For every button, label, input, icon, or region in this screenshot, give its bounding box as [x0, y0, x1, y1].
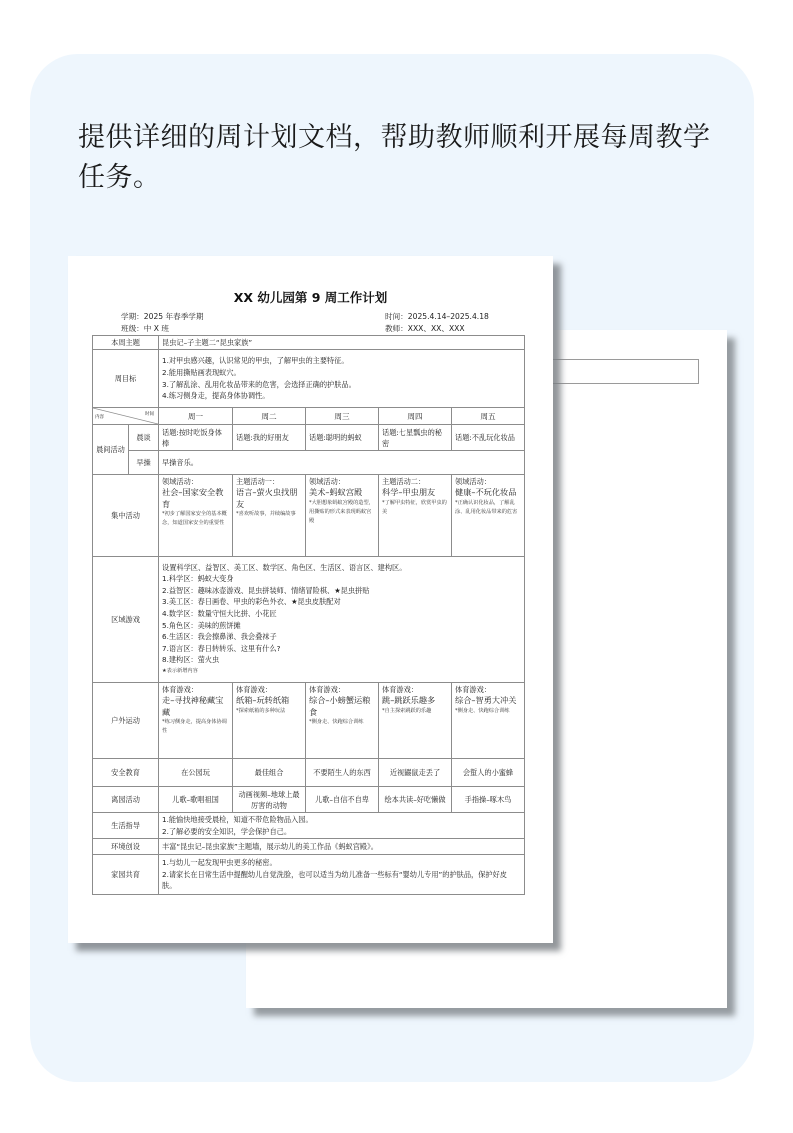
morning-label: 晨间活动	[93, 425, 129, 475]
goals-list	[159, 350, 525, 408]
life-label: 生活指导	[93, 813, 159, 839]
semester: 学期：2025 年春季学期	[121, 312, 204, 321]
focus-label: 集中活动	[93, 475, 159, 557]
area-line: 8.建构区：萤火虫	[162, 655, 220, 665]
life-line: 1.能愉快地接受晨检，知道不带危险物品入园。	[162, 815, 313, 824]
area-line: 3.美工区：春日画卷、甲虫的彩色外衣、★昆虫皮肤配对	[162, 597, 341, 607]
weekly-plan-table	[92, 335, 525, 895]
outdoor-name: 综合–小螃蟹运粮食	[309, 695, 371, 717]
area-line: 设置科学区、益智区、美工区、数学区、角色区、生活区、语言区、建构区。	[162, 562, 407, 572]
teachers: 教师：XXX、XX、XXX	[385, 324, 465, 333]
outdoor-name: 纸箱–玩转纸箱	[236, 695, 290, 705]
area-line: 5.角色区：美味的煎饼摊	[162, 620, 241, 630]
life-list	[159, 813, 525, 839]
leaving-cell: 手指操–啄木鸟	[452, 787, 525, 813]
area-line: 2.益智区：趣味冰壶游戏、昆虫拼装师、情绪冒险棋、★昆虫拼贴	[162, 585, 370, 595]
outdoor-name: 综合–智勇大冲关	[455, 695, 517, 705]
outdoor-type: 体育游戏：	[382, 685, 418, 694]
theme-row	[93, 336, 525, 350]
safety-cell: 会蜇人的小蜜蜂	[452, 759, 525, 787]
focus-type: 主题活动二：	[382, 477, 426, 486]
leaving-row	[93, 787, 525, 813]
date-range: 时间：2025.4.14–2025.4.18	[385, 312, 489, 321]
goal-item: 2.能用撕贴画表现蚁穴。	[162, 367, 241, 377]
safety-cell: 最佳组合	[233, 759, 306, 787]
area-line: 6.生活区：我会擦鼻涕、我会叠袜子	[162, 632, 277, 642]
focus-note: *正确认识化妆品，了解乱涂、乱用化妆品带来的危害	[455, 499, 518, 515]
life-row	[93, 813, 525, 839]
environment-label: 环境创设	[93, 839, 159, 855]
outdoor-note: *侧身走、快跑综合训练	[455, 707, 510, 714]
leaving-label: 离园活动	[93, 787, 159, 813]
outdoor-cell	[159, 683, 233, 759]
goals-label: 周目标	[93, 350, 159, 408]
focus-cell	[159, 475, 233, 557]
talk-label: 晨谈	[129, 425, 159, 451]
talk-cell: 话题:按时吃饭身体棒	[159, 425, 233, 451]
home-row	[93, 855, 525, 895]
leaving-cell: 绘本共读–好吃懒做	[379, 787, 452, 813]
outdoor-name: 走–寻找神秘藏宝藏	[162, 695, 224, 717]
focus-type: 主题活动一：	[236, 477, 280, 486]
areas-row	[93, 557, 525, 683]
morning-talk-row	[93, 425, 525, 451]
outdoor-cell	[233, 683, 306, 759]
safety-label: 安全教育	[93, 759, 159, 787]
areas-label: 区域游戏	[93, 557, 159, 683]
exercise-value: 早操音乐。	[159, 451, 525, 475]
outdoor-note: *自主探索跳跃的乐趣	[382, 707, 432, 714]
talk-cell: 话题:七星瓢虫的秘密	[379, 425, 452, 451]
day-header: 周五	[452, 408, 525, 425]
focus-cell	[306, 475, 379, 557]
area-line: 1.科学区：蚂蚁大变身	[162, 574, 234, 584]
day-header: 周三	[306, 408, 379, 425]
outdoor-cell	[306, 683, 379, 759]
focus-note: *了解甲虫特征，欣赏甲虫的美	[382, 499, 447, 515]
outdoor-type: 体育游戏：	[162, 685, 198, 694]
home-label: 家园共育	[93, 855, 159, 895]
outdoor-type: 体育游戏：	[455, 685, 491, 694]
class-name: 班级：中 X 班	[121, 324, 169, 333]
talk-cell: 话题:不乱玩化妆品	[452, 425, 525, 451]
outdoor-row	[93, 683, 525, 759]
goal-item: 4.练习侧身走，提高身体协调性。	[162, 391, 270, 401]
areas-list	[159, 557, 525, 683]
leaving-cell: 儿歌–歌唱祖国	[159, 787, 233, 813]
headline: 提供详细的周计划文档，帮助教师顺利开展每周教学任务。	[78, 122, 711, 193]
area-line: 4.数学区：数量守恒大比拼、小花匠	[162, 608, 277, 618]
focus-name: 健康–不玩化妆品	[455, 487, 517, 497]
goal-item: 1.对甲虫感兴趣，认识常见的甲虫，了解甲虫的主要特征。	[162, 356, 349, 366]
focus-type: 领域活动：	[309, 477, 345, 486]
focus-type: 领域活动：	[455, 477, 491, 486]
area-note: ★表示新增内容	[162, 667, 198, 674]
outdoor-note: *侧身走、快跑综合训练	[309, 719, 364, 725]
safety-row	[93, 759, 525, 787]
outdoor-note: *练习侧身走，提高身体协调性	[162, 719, 227, 734]
document-page-front	[68, 256, 553, 943]
focus-cell	[233, 475, 306, 557]
focus-cell	[379, 475, 452, 557]
corner-label-content: 内容	[95, 415, 104, 420]
life-line: 2.了解必要的安全知识，学会保护自己。	[162, 826, 292, 836]
corner-label-time: 时间	[145, 412, 155, 417]
focus-name: 科学–甲虫朋友	[382, 487, 436, 497]
goal-item: 3.了解乱涂、乱用化妆品带来的危害，会选择正确的护肤品。	[162, 379, 356, 389]
day-header: 周一	[159, 408, 233, 425]
outdoor-name: 跳–跳跃乐趣多	[382, 695, 436, 705]
home-line: 1.与幼儿一起发现甲虫更多的秘密。	[162, 858, 277, 868]
exercise-label: 早操	[129, 451, 159, 475]
home-line: 2.请家长在日常生活中提醒幼儿自觉洗脸，也可以适当为幼儿准备一些标有“婴幼儿专用”的护肤品，保护好皮肤。	[162, 869, 507, 891]
goals-row	[93, 350, 525, 408]
focus-type: 领域活动：	[162, 477, 198, 486]
environment-value: 丰富“昆虫记–昆虫家族”主题墙，展示幼儿的美工作品《蚂蚁宫殿》。	[159, 839, 525, 855]
focus-name: 语言–萤火虫找朋友	[236, 487, 298, 509]
outdoor-type: 体育游戏：	[236, 685, 272, 694]
document-title: XX 幼儿园第 9 周工作计划	[233, 290, 388, 305]
header-row	[93, 408, 525, 425]
focus-row	[93, 475, 525, 557]
safety-cell: 在公园玩	[159, 759, 233, 787]
safety-cell: 近视鼹鼠走丢了	[379, 759, 452, 787]
focus-note: *大胆想象蚂蚁宫殿的造型，用撕贴的形式来表现蚂蚁宫殿	[309, 499, 374, 524]
focus-name: 美术–蚂蚁宫殿	[309, 487, 363, 497]
header-corner	[93, 408, 159, 425]
safety-cell: 不要陌生人的东西	[306, 759, 379, 787]
outdoor-note: *探索纸箱的多种玩法	[236, 707, 286, 714]
day-header: 周四	[379, 408, 452, 425]
area-line: 7.语言区：春日转转乐、这里有什么?	[162, 643, 281, 653]
focus-note: *初步了解国家安全的基本概念，知道国家安全的重要性	[162, 511, 227, 526]
outdoor-cell	[452, 683, 525, 759]
environment-row	[93, 839, 525, 855]
leaving-cell: 动画视频–地球上最厉害的动物	[233, 787, 306, 813]
focus-cell	[452, 475, 525, 557]
morning-exercise-row	[93, 451, 525, 475]
home-list	[159, 855, 525, 895]
outdoor-type: 体育游戏：	[309, 685, 345, 694]
theme-label: 本周主题	[93, 336, 159, 350]
talk-cell: 话题:我的好朋友	[233, 425, 306, 451]
outdoor-label: 户外运动	[93, 683, 159, 759]
talk-cell: 话题:聪明的蚂蚁	[306, 425, 379, 451]
theme-value: 昆虫记–子主题二“昆虫家族”	[159, 336, 525, 350]
leaving-cell: 儿歌–自信不自卑	[306, 787, 379, 813]
focus-name: 社会–国家安全教育	[162, 487, 224, 509]
day-header: 周二	[233, 408, 306, 425]
focus-note: *喜欢听故事，并续编故事	[236, 511, 296, 517]
outdoor-cell	[379, 683, 452, 759]
